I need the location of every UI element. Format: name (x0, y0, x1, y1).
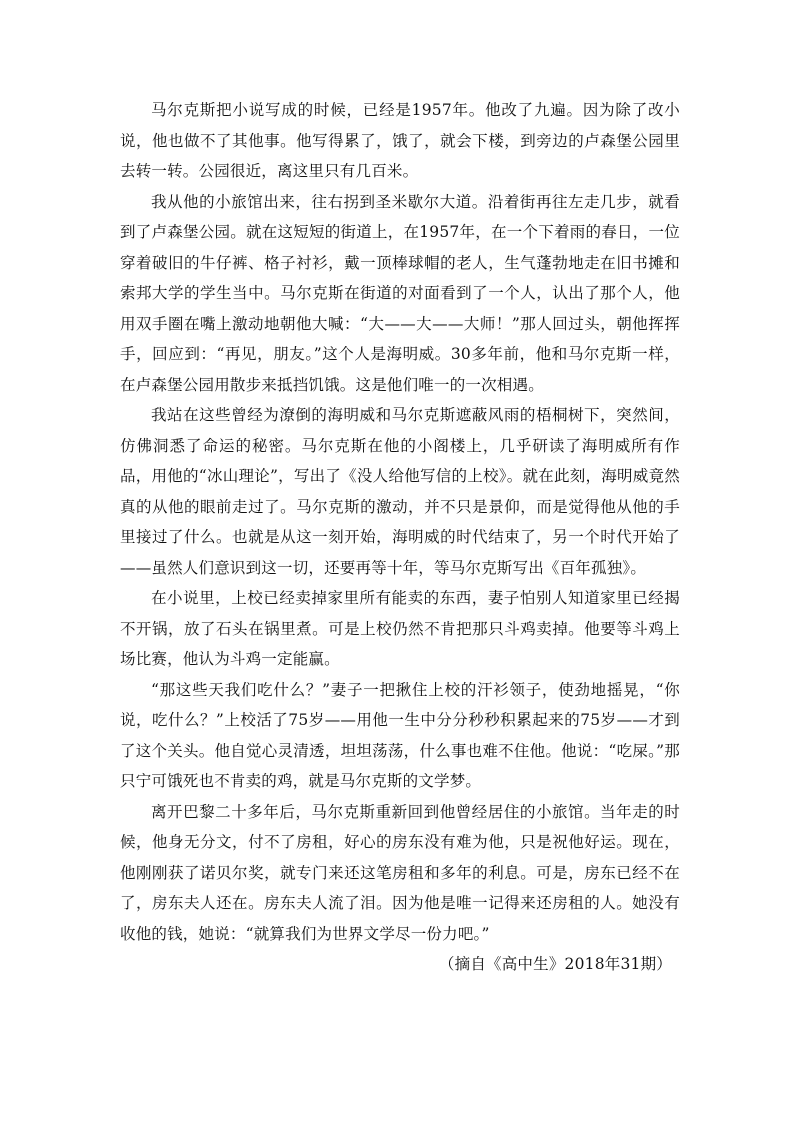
article-body (120, 95, 680, 980)
paragraph-1: 马尔克斯把小说写成的时候，已经是1957年。他改了九遍。因为除了改小说，他也做不了其他事。他写得累了，饿了，就会下楼，到旁边的卢森堡公园里去转一转。公园很近，离这里只有几百米。 (120, 101, 680, 180)
paragraph-5: “那这些天我们吃什么？”妻子一把揪住上校的汗衫领子，使劲地摇晃，“你说，吃什么？”上校活了75岁——用他一生中分分秒秒积累起来的75岁——才到了这个关头。他自觉心灵清透，坦坦荡荡，什么事也难不住他。他说：“吃屎。”那只宁可饿死也不肯卖的鸡，就是马尔克斯的文学梦。 (120, 680, 680, 790)
paragraph-3: 我站在这些曾经为潦倒的海明威和马尔克斯遮蔽风雨的梧桐树下，突然间，仿佛洞悉了命运的秘密。马尔克斯在他的小阁楼上，几乎研读了海明威所有作品，用他的“冰山理论”，写出了《没人给他写信的上校》。就在此刻，海明威竟然真的从他的眼前走过了。马尔克斯的激动，并不只是景仰，而是觉得他从他的手里接过了什么。也就是从这一刻开始，海明威的时代结束了，另一个时代开始了——虽然人们意识到这一切，还要再等十年，等马尔克斯写出《百年孤独》。 (120, 406, 680, 577)
source-citation: （摘自《高中生》2018年31期） (438, 955, 672, 973)
paragraph-6: 离开巴黎二十多年后，马尔克斯重新回到他曾经居住的小旅馆。当年走的时候，他身无分文，付不了房租，好心的房东没有难为他，只是祝他好运。现在，他刚刚获了诺贝尔奖，就专门来还这笔房租和多年的利息。可是，房东已经不在了，房东夫人还在。房东夫人流了泪。因为他是唯一记得来还房租的人。她没有收他的钱，她说：“就算我们为世界文学尽一份力吧。” (120, 802, 680, 943)
paragraph-2: 我从他的小旅馆出来，往右拐到圣米歇尔大道。沿着街再往左走几步，就看到了卢森堡公园。就在这短短的街道上，在1957年，在一个下着雨的春日，一位穿着破旧的牛仔裤、格子衬衫，戴一顶棒球帽的老人，生气蓬勃地走在旧书摊和索邦大学的学生当中。马尔克斯在街道的对面看到了一个人，认出了那个人，他用双手圈在嘴上激动地朝他大喊：“大——大——大师！”那人回过头，朝他挥挥手，回应到：“再见，朋友。”这个人是海明威。30多年前，他和马尔克斯一样，在卢森堡公园用散步来抵挡饥饿。这是他们唯一的一次相遇。 (120, 192, 680, 394)
paragraph-4: 在小说里，上校已经卖掉家里所有能卖的东西，妻子怕别人知道家里已经揭不开锅，放了石头在锅里煮。可是上校仍然不肯把那只斗鸡卖掉。他要等斗鸡上场比赛，他认为斗鸡一定能赢。 (120, 589, 680, 668)
